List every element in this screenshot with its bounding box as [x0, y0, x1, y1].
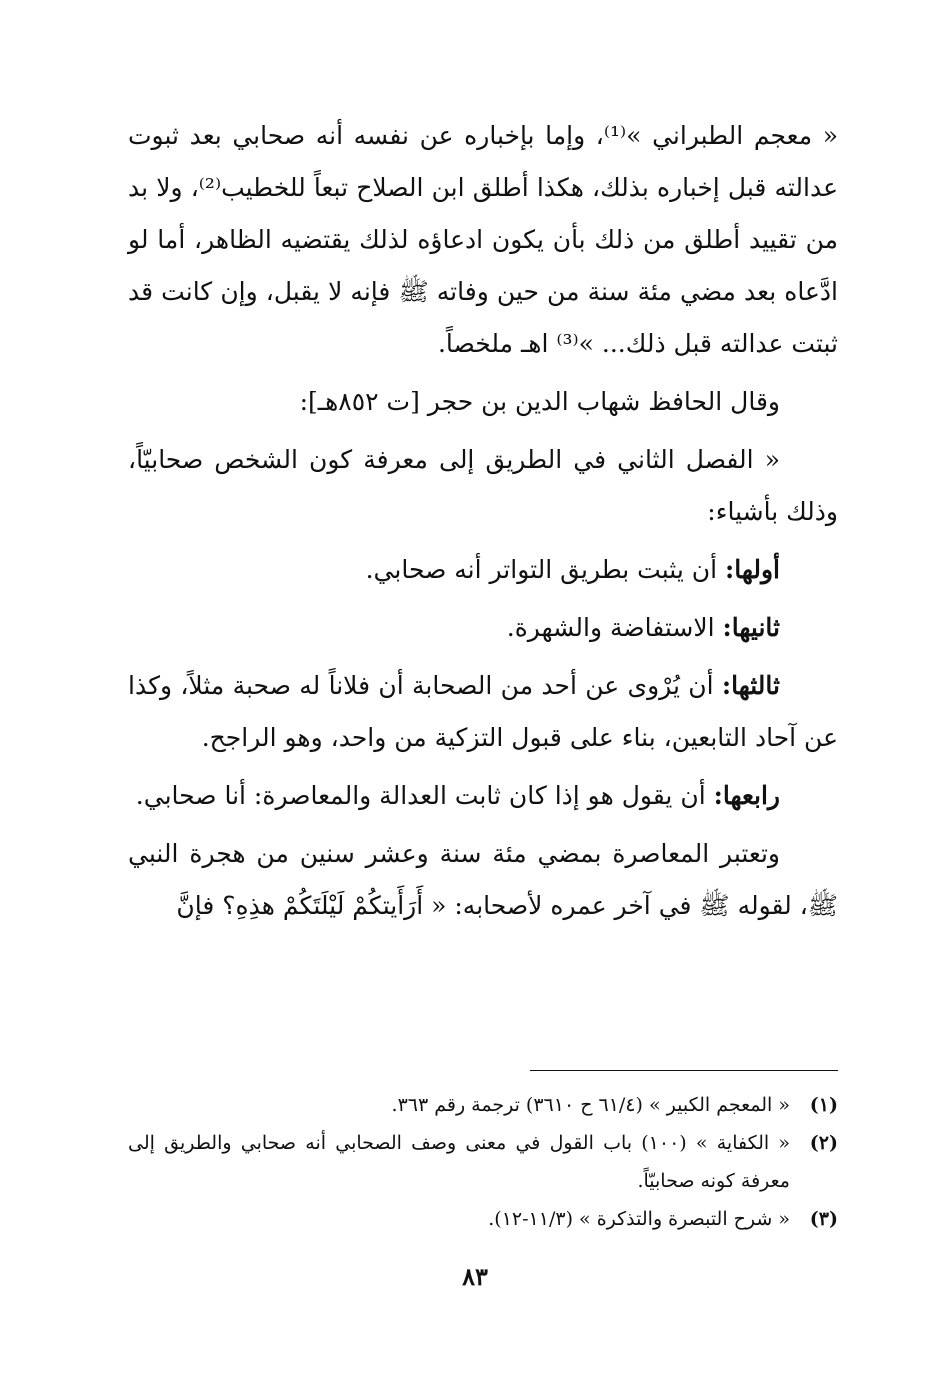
list-item-1 [128, 544, 838, 596]
list-text-2: الاستفاضة والشهرة. [506, 613, 723, 642]
list-label-4: رابعها: [713, 781, 780, 810]
paragraph-3: « الفصل الثاني في الطريق إلى معرفة كون الشخص صحابيّاً، وذلك بأشياء: [128, 445, 838, 526]
list-label-3: ثالثها: [721, 671, 780, 700]
footnote-2 [128, 1124, 838, 1200]
page-number: ٨٣ [462, 1262, 488, 1291]
paragraph-2: وقال الحافظ شهاب الدين بن حجر [ت ٨٥٢هـ]: [299, 387, 780, 416]
footnote-text: « المعجم الكبير » (٦١/٤ ح ٣٦١٠) ترجمة رقم ٣٦٣. [391, 1094, 790, 1116]
paragraph-1: « معجم الطبراني »⁽¹⁾، وإما بإخباره عن نفسه أنه صحابي بعد ثبوت عدالته قبل إخباره بذلك، هكذا أطلق ابن الصلاح تبعاً للخطيب⁽²⁾، ولا بد من تقييد أطلق من ذلك بأن يكون ادعاؤه لذلك يقتضيه الظاهر، أما لو ادَّعاه بعد مضي مئة سنة من حين وفاته ﷺ فإنه لا يقبل، وإن كانت قد ثبتت عدالته قبل ذلك... »⁽³⁾ اهـ ملخصاً. [128, 121, 839, 358]
list-text-3: أن يُرْوى عن أحد من الصحابة أن فلاناً له صحبة مثلاً، وكذا عن آحاد التابعين، بناء على قبول التزكية من واحد، وهو الراجح. [128, 671, 838, 752]
list-text-1: أن يثبت بطريق التواتر أنه صحابي. [365, 555, 725, 584]
footnote-1 [128, 1086, 838, 1124]
footnote-divider [530, 1070, 838, 1071]
list-text-4: أن يقول هو إذا كان ثابت العدالة والمعاصرة: أنا صحابي. [135, 781, 714, 810]
footnote-number: (٢) [809, 1132, 838, 1154]
footnote-3 [128, 1200, 838, 1238]
footnote-number: (٣) [809, 1208, 838, 1230]
footnote-number: (١) [809, 1094, 838, 1116]
list-item-4 [128, 770, 838, 822]
paragraph-4: وتعتبر المعاصرة بمضي مئة سنة وعشر سنين من هجرة النبي ﷺ، لقوله ﷺ في آخر عمره لأصحابه: « أَرَأَيتكُمْ لَيْلَتَكُمْ هذِهِ؟ فإنَّ [128, 839, 838, 920]
footnote-text: « شرح التبصرة والتذكرة » (١١/٣-١٢). [488, 1208, 790, 1230]
footnotes [128, 1086, 838, 1238]
main-text [128, 110, 838, 938]
list-label-1: أولها: [724, 555, 780, 584]
list-item-2 [128, 602, 838, 654]
list-item-3 [128, 660, 838, 764]
footnote-text: « الكفاية » (١٠٠) باب القول في معنى وصف الصحابي أنه صحابي والطريق إلى معرفة كونه صحابيّاً. [128, 1132, 790, 1192]
list-label-2: ثانيها: [722, 613, 780, 642]
